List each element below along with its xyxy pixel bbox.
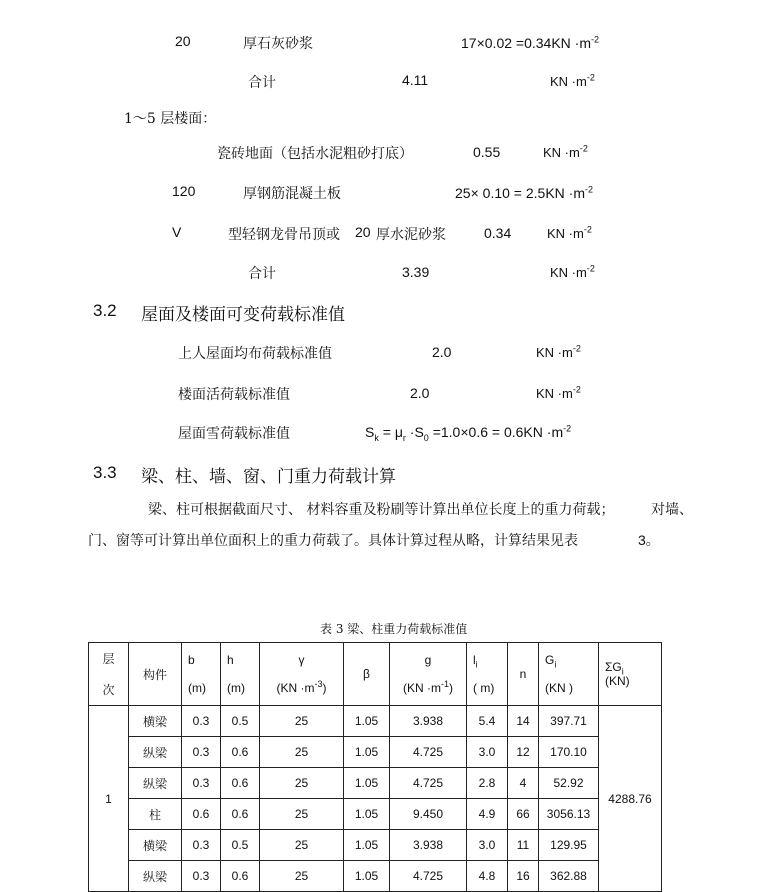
cell-b: 0.3 xyxy=(182,830,221,861)
load-floor-live-label: 楼面活荷载标准值 xyxy=(178,387,290,403)
floor-number-cell: 1 xyxy=(89,706,129,892)
cell-member: 横梁 xyxy=(129,830,182,861)
cell-g: 3.938 xyxy=(390,830,467,861)
floor-l1-material: 瓷砖地面（包括水泥粗砂打底） xyxy=(217,146,413,162)
paragraph-line-2-end: 3。 xyxy=(638,532,660,548)
header-G: $G_i$ (KN ) xyxy=(539,643,599,706)
cell-n: 66 xyxy=(508,799,539,830)
table-row xyxy=(89,768,662,799)
floor-title: 1～5 层楼面： xyxy=(124,111,217,127)
cell-length: 4.8 xyxy=(467,861,508,892)
floor-l3-value: 0.34 xyxy=(484,225,512,241)
sum-G-cell: 4288.76 xyxy=(599,706,662,892)
floor-l3-type: V xyxy=(172,224,182,240)
cell-G: 362.88 xyxy=(539,861,599,892)
header-g: g $(KN \cdot m^{-1})$ xyxy=(390,643,467,706)
cell-member: 纵梁 xyxy=(129,861,182,892)
header-floor: 层 次 xyxy=(89,643,129,706)
header-member: 构件 xyxy=(129,643,182,706)
load-snow-label: 屋面雪荷载标准值 xyxy=(178,426,290,442)
floor-l3-thickness: 20 xyxy=(355,224,371,240)
cell-b: 0.6 xyxy=(182,799,221,830)
header-b: b (m) xyxy=(182,643,221,706)
paragraph-line-2: 门、窗等可计算出单位面积上的重力荷载了。具体计算过程从略，计算结果见表 xyxy=(88,533,578,549)
floor-total-unit: KN $\cdot m^{-2}$ xyxy=(550,263,595,280)
cell-g: 4.725 xyxy=(390,737,467,768)
cell-g: 4.725 xyxy=(390,861,467,892)
cell-b: 0.3 xyxy=(182,768,221,799)
cell-g: 4.725 xyxy=(390,768,467,799)
floor-l2-thickness: 120 xyxy=(172,183,196,199)
cell-gamma: 25 xyxy=(260,830,344,861)
floor-total-value: 3.39 xyxy=(402,264,430,280)
header-h: h (m) xyxy=(221,643,260,706)
header-sum-G: $\Sigma G_i$ (KN) xyxy=(599,643,662,706)
paragraph-line-1: 梁、柱可根据截面尺寸、 材料容重及粉刷等计算出单位长度上的重力荷载； xyxy=(148,502,615,518)
load-roof-access-unit: KN $\cdot m^{-2}$ xyxy=(536,343,581,360)
floor-l2-calc: $25\times 0.10 = 2.5KN \cdot m^{-2}$ xyxy=(455,184,594,201)
cell-length: 3.0 xyxy=(467,737,508,768)
cell-member: 纵梁 xyxy=(129,768,182,799)
header-n: n xyxy=(508,643,539,706)
floor-l2-material: 厚钢筋混凝土板 xyxy=(243,186,341,202)
cell-G: 52.92 xyxy=(539,768,599,799)
cell-n: 11 xyxy=(508,830,539,861)
cell-length: 4.9 xyxy=(467,799,508,830)
floor-l1-value: 0.55 xyxy=(473,144,501,160)
section-3-2-number: 3.2 xyxy=(93,301,117,320)
cell-g: 3.938 xyxy=(390,706,467,737)
section-3-3-title: 梁、柱、墙、窗、门重力荷载计算 xyxy=(141,467,396,487)
load-floor-live-unit: KN $\cdot m^{-2}$ xyxy=(536,384,581,401)
cell-gamma: 25 xyxy=(260,706,344,737)
cell-member: 纵梁 xyxy=(129,737,182,768)
cell-length: 2.8 xyxy=(467,768,508,799)
cell-b: 0.3 xyxy=(182,861,221,892)
floor-l3-unit: KN $\cdot m^{-2}$ xyxy=(547,224,592,241)
table-row xyxy=(89,706,662,737)
cell-length: 3.0 xyxy=(467,830,508,861)
floor-l3-material: 型轻钢龙骨吊顶或 xyxy=(228,227,340,243)
cell-g: 9.450 xyxy=(390,799,467,830)
cell-gamma: 25 xyxy=(260,799,344,830)
roof-l1-material: 厚石灰砂浆 xyxy=(243,36,313,52)
header-length: $l_i$ ( m) xyxy=(467,643,508,706)
header-gamma: γ $(KN \cdot m^{-3})$ xyxy=(260,643,344,706)
cell-beta: 1.05 xyxy=(344,861,390,892)
cell-h: 0.6 xyxy=(221,737,260,768)
roof-l1-calc: $17\times 0.02 =0.34KN \cdot m^{-2}$ xyxy=(461,34,600,51)
cell-n: 16 xyxy=(508,861,539,892)
roof-total-unit: KN $\cdot m^{-2}$ xyxy=(550,72,595,89)
cell-n: 4 xyxy=(508,768,539,799)
load-roof-access-label: 上人屋面均布荷载标准值 xyxy=(178,346,332,362)
floor-total-label: 合计 xyxy=(248,266,276,282)
cell-length: 5.4 xyxy=(467,706,508,737)
cell-b: 0.3 xyxy=(182,737,221,768)
cell-member: 横梁 xyxy=(129,706,182,737)
cell-beta: 1.05 xyxy=(344,830,390,861)
cell-gamma: 25 xyxy=(260,861,344,892)
cell-n: 14 xyxy=(508,706,539,737)
cell-h: 0.6 xyxy=(221,799,260,830)
table-caption: 表 3 梁、柱重力荷载标准值 xyxy=(320,622,468,636)
cell-gamma: 25 xyxy=(260,768,344,799)
cell-h: 0.5 xyxy=(221,830,260,861)
cell-gamma: 25 xyxy=(260,737,344,768)
load-snow-formula: $S_k = \mu_r \cdot S_0 =1.0\times 0.6 = 0.6KN \cdot m^{-2}$ xyxy=(365,423,572,443)
table-row xyxy=(89,830,662,861)
cell-h: 0.5 xyxy=(221,706,260,737)
table-row xyxy=(89,799,662,830)
table-header-row xyxy=(89,643,662,706)
cell-beta: 1.05 xyxy=(344,737,390,768)
header-beta: β xyxy=(344,643,390,706)
load-floor-live-value: 2.0 xyxy=(410,385,430,401)
roof-total-label: 合计 xyxy=(248,75,276,91)
paragraph-line-1-end: 对墙、 xyxy=(651,502,693,518)
cell-b: 0.3 xyxy=(182,706,221,737)
cell-h: 0.6 xyxy=(221,861,260,892)
cell-G: 397.71 xyxy=(539,706,599,737)
section-3-3-number: 3.3 xyxy=(93,463,117,482)
cell-beta: 1.05 xyxy=(344,706,390,737)
cell-beta: 1.05 xyxy=(344,768,390,799)
table-row xyxy=(89,737,662,768)
roof-l1-thickness: 20 xyxy=(175,33,191,49)
cell-h: 0.6 xyxy=(221,768,260,799)
cell-beta: 1.05 xyxy=(344,799,390,830)
cell-G: 129.95 xyxy=(539,830,599,861)
table-row xyxy=(89,861,662,892)
cell-n: 12 xyxy=(508,737,539,768)
roof-total-value: 4.11 xyxy=(402,72,429,88)
cell-member: 柱 xyxy=(129,799,182,830)
floor-l1-unit: KN $\cdot m^{-2}$ xyxy=(543,143,588,160)
load-roof-access-value: 2.0 xyxy=(432,344,452,360)
cell-G: 3056.13 xyxy=(539,799,599,830)
cell-G: 170.10 xyxy=(539,737,599,768)
section-3-2-title: 屋面及楼面可变荷载标准值 xyxy=(141,305,345,325)
beam-column-load-table xyxy=(88,642,662,892)
floor-l3-mortar: 厚水泥砂浆 xyxy=(376,227,446,243)
